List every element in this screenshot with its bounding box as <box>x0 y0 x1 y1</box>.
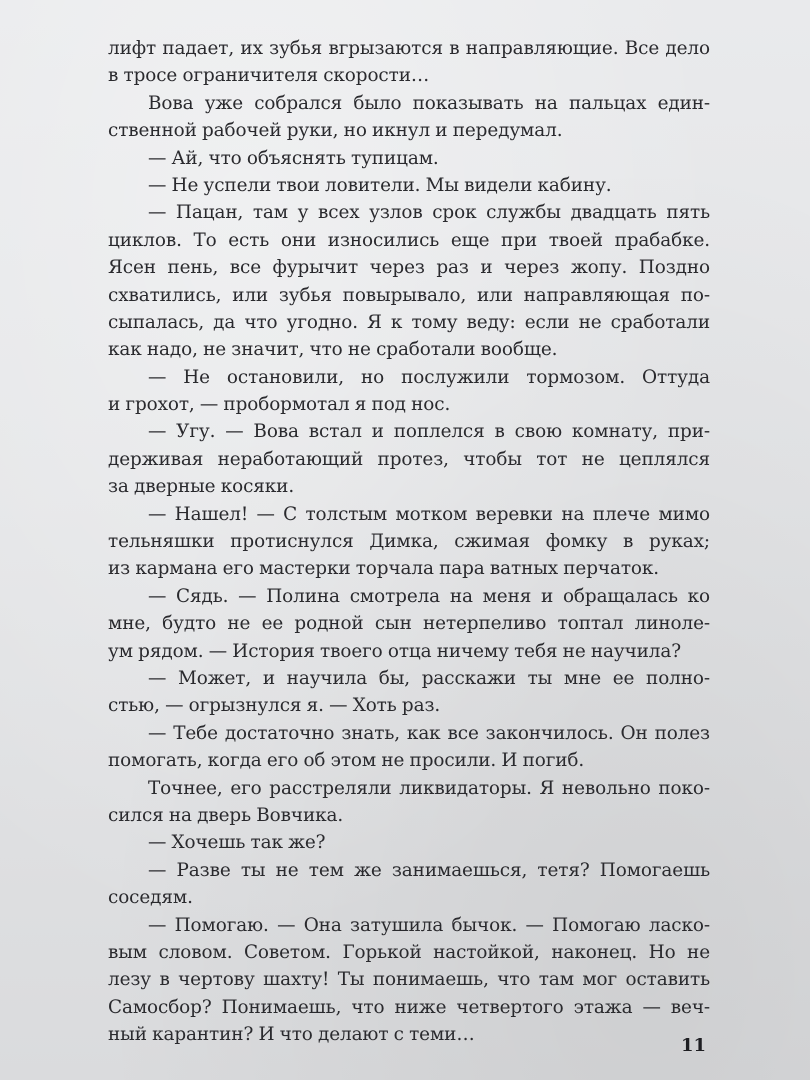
text-line: — Нашел! — С толстым мотком веревки на плече мимо <box>148 503 710 525</box>
text-line: тельняшки протиснулся Димка, сжимая фомку в руках; <box>108 531 710 553</box>
text-line: — Помогаю. — Она затушила бычок. — Помогаю ласко- <box>148 914 710 936</box>
text-line: — Хочешь так же? <box>148 832 326 854</box>
text-line: — Разве ты не тем же занимаешься, тетя? Помогаешь <box>148 859 710 881</box>
body-text <box>108 35 710 1048</box>
text-line: в тросе ограничителя скорости… <box>108 65 430 87</box>
text-line: Самосбор? Понимаешь, что ниже четвертого этажа — веч- <box>108 996 710 1018</box>
text-line: и грохот, — пробормотал я под нос. <box>108 394 451 416</box>
text-line: лифт падает, их зубья вгрызаются в направляющие. Все дело <box>108 38 710 59</box>
text-line: мне, будто не ее родной сын нетерпеливо топтал линоле- <box>108 613 710 635</box>
text-line: — Пацан, там у всех узлов срок службы двадцать пять <box>148 202 710 224</box>
text-line: — Не успели твои ловители. Мы видели кабину. <box>148 174 612 196</box>
text-line: схватились, или зубья повырывало, или направляющая по- <box>108 284 710 306</box>
text-line: ный карантин? И что делают с теми… <box>108 1024 475 1046</box>
text-line: Вова уже собрался было показывать на пальцах един- <box>148 92 710 114</box>
text-line: ум рядом. — История твоего отца ничему тебя не научила? <box>108 640 682 662</box>
text-line: — Тебе достаточно знать, как все закончилось. Он полез <box>148 722 710 744</box>
text-line: сыпалась, да что угодно. Я к тому веду: если не сработали <box>108 311 710 333</box>
text-line: — Сядь. — Полина смотрела на меня и обращалась ко <box>148 585 710 607</box>
text-line: — Угу. — Вова встал и поплелся в свою комнату, при- <box>148 421 710 443</box>
text-line: за дверные косяки. <box>108 476 295 498</box>
text-line: ственной рабочей руки, но икнул и передумал. <box>108 120 563 142</box>
text-line: из кармана его мастерки торчала пара ватных перчаток. <box>108 558 660 580</box>
text-line: помогать, когда его об этом не просили. И погиб. <box>108 750 585 772</box>
text-line: лезу в чертову шахту! Ты понимаешь, что там мог оставить <box>108 969 710 991</box>
text-line: как надо, не значит, что не сработали вообще. <box>108 339 558 361</box>
text-line: — Может, и научила бы, расскажи ты мне ее полно- <box>148 667 710 689</box>
text-line: вым словом. Советом. Горькой настойкой, наконец. Но не <box>108 941 710 963</box>
text-line: — Ай, что объяснять тупицам. <box>148 147 439 169</box>
text-line: Ясен пень, все фурычит через раз и через жопу. Поздно <box>108 257 710 279</box>
page-number: 11 <box>680 1035 706 1056</box>
text-line: Точнее, его расстреляли ликвидаторы. Я невольно поко- <box>148 777 710 799</box>
text-line: — Не остановили, но послужили тормозом. Оттуда <box>148 366 710 388</box>
text-line: стью, — огрызнулся я. — Хоть раз. <box>108 695 441 717</box>
text-line: соседям. <box>108 887 193 909</box>
text-line: держивая неработающий протез, чтобы тот не цеплялся <box>108 448 710 470</box>
text-line: сился на дверь Вовчика. <box>108 804 344 826</box>
text-line: циклов. То есть они износились еще при твоей прабабке. <box>108 229 710 251</box>
